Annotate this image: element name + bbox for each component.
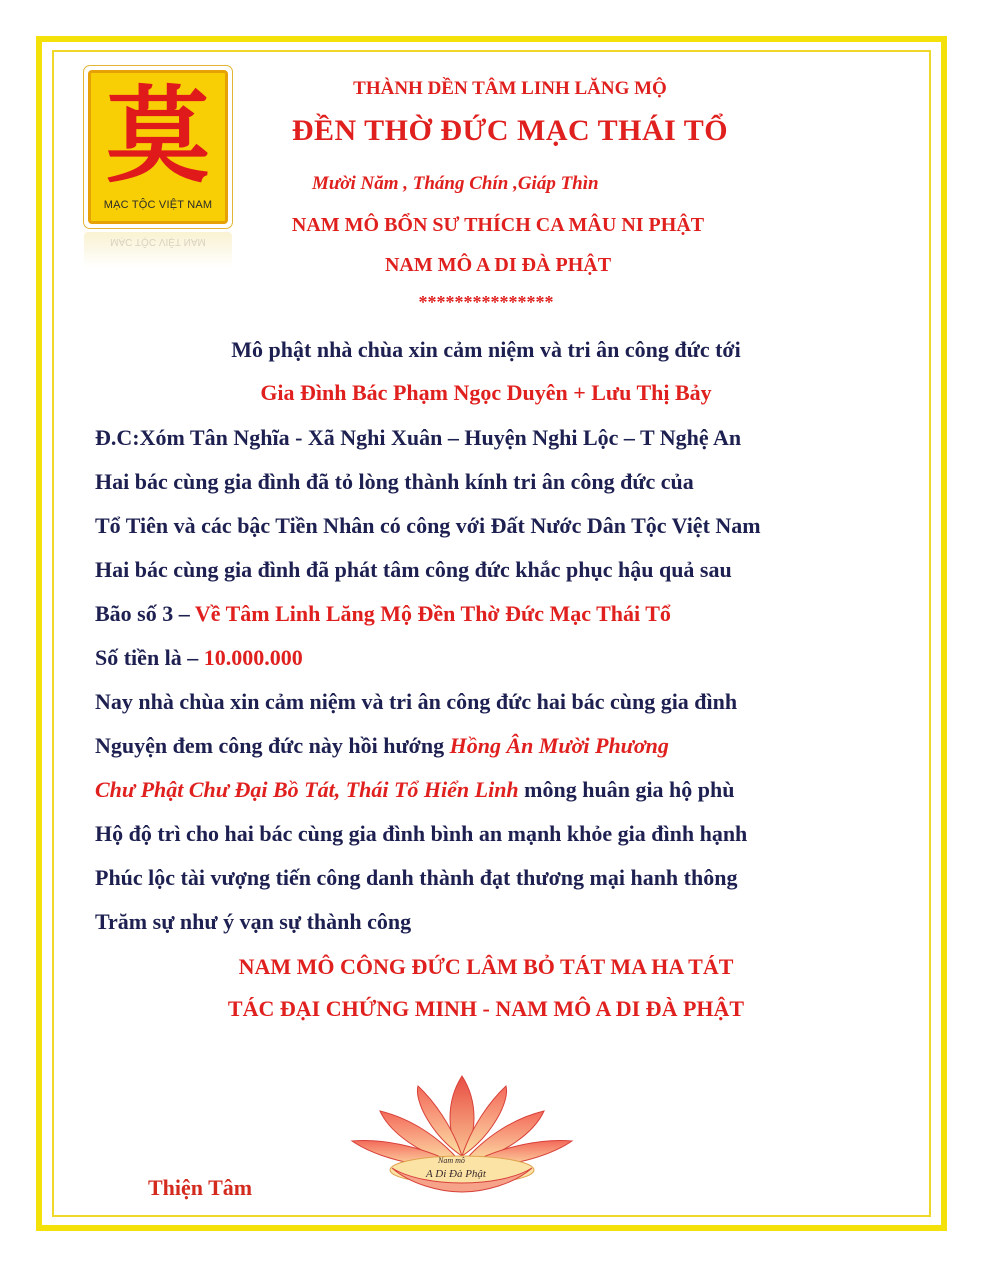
- body-line-12: Hộ độ trì cho hai bác cùng gia đình bình an mạnh khỏe gia đình hạnh: [95, 821, 748, 846]
- address-line: Đ.C:Xóm Tân Nghĩa - Xã Nghi Xuân – Huyện Nghi Lộc – T Nghệ An: [95, 425, 742, 450]
- line7-highlight: Về Tâm Linh Lăng Mộ Đền Thờ Đức Mạc Thái Tổ: [194, 601, 671, 626]
- body-line-4: Hai bác cùng gia đình đã tỏ lòng thành kính tri ân công đức của: [95, 469, 694, 494]
- closing-line-2: TÁC ĐẠI CHỨNG MINH - NAM MÔ A DI ĐÀ PHẬT: [227, 996, 745, 1021]
- family-name: Gia Đình Bác Phạm Ngọc Duyên + Lưu Thị Bảy: [260, 380, 712, 405]
- mac-toc-logo: [84, 66, 232, 228]
- amount-line: [95, 645, 303, 671]
- body-line-10: [95, 733, 669, 759]
- intro-line: Mô phật nhà chùa xin cảm niệm và tri ân công đức tới: [231, 337, 741, 362]
- divider-stars: ***************: [418, 292, 554, 312]
- lotus-image: [334, 1056, 590, 1214]
- line7-prefix: Bão số 3 –: [95, 601, 195, 626]
- body-line-14: Trăm sự như ý vạn sự thành công: [95, 909, 412, 934]
- logo-background: [88, 70, 228, 224]
- logo-reflection-text: MẠC TỘC VIỆT NAM: [110, 236, 206, 247]
- header-line1: THÀNH DỀN TÂM LINH LĂNG MỘ: [353, 78, 667, 99]
- prayer-line-2: NAM MÔ A DI ĐÀ PHẬT: [384, 254, 612, 276]
- logo-caption: MẠC TỘC VIỆT NAM: [103, 199, 213, 211]
- logo-reflection: [84, 232, 232, 268]
- body-line-5: Tổ Tiên và các bậc Tiền Nhân có công với Đất Nước Dân Tộc Việt Nam: [95, 513, 761, 538]
- line10-prefix: Nguyện đem công đức này hồi hướng: [95, 733, 450, 758]
- line11-highlight: Chư Phật Chư Đại Bồ Tát, Thái Tổ Hiển Linh: [95, 777, 519, 802]
- page-title: ĐỀN THỜ ĐỨC MẠC THÁI TỔ: [291, 114, 729, 147]
- lotus-text-main: A Di Đà Phật: [426, 1168, 486, 1180]
- body-line-6: Hai bác cùng gia đình đã phát tâm công đức khắc phục hậu quả sau: [95, 557, 732, 582]
- closing-line-1: NAM MÔ CÔNG ĐỨC LÂM BỎ TÁT MA HA TÁT: [238, 954, 734, 979]
- amount-label: Số tiền là –: [95, 645, 204, 670]
- body-line-9: Nay nhà chùa xin cảm niệm và tri ân công đức hai bác cùng gia đình: [95, 689, 738, 714]
- line10-highlight: Hồng Ân Mười Phương: [449, 733, 669, 758]
- logo-character: 莫: [105, 74, 210, 197]
- date-line: Mười Năm , Tháng Chín ,Giáp Thìn: [312, 173, 599, 194]
- amount-value: 10.000.000: [203, 645, 303, 670]
- body-line-11: [95, 777, 735, 803]
- body-line-7: [95, 601, 671, 627]
- prayer-line-1: NAM MÔ BỔN SƯ THÍCH CA MÂU NI PHẬT: [291, 214, 705, 236]
- body-line-13: Phúc lộc tài vượng tiến công danh thành đạt thương mại hanh thông: [95, 865, 738, 890]
- lotus-text-small: Nam mô: [438, 1156, 465, 1165]
- signature: Thiện Tâm: [148, 1175, 253, 1200]
- line11-suffix: mông huân gia hộ phù: [518, 777, 735, 802]
- lotus-flower-icon: [334, 1056, 590, 1214]
